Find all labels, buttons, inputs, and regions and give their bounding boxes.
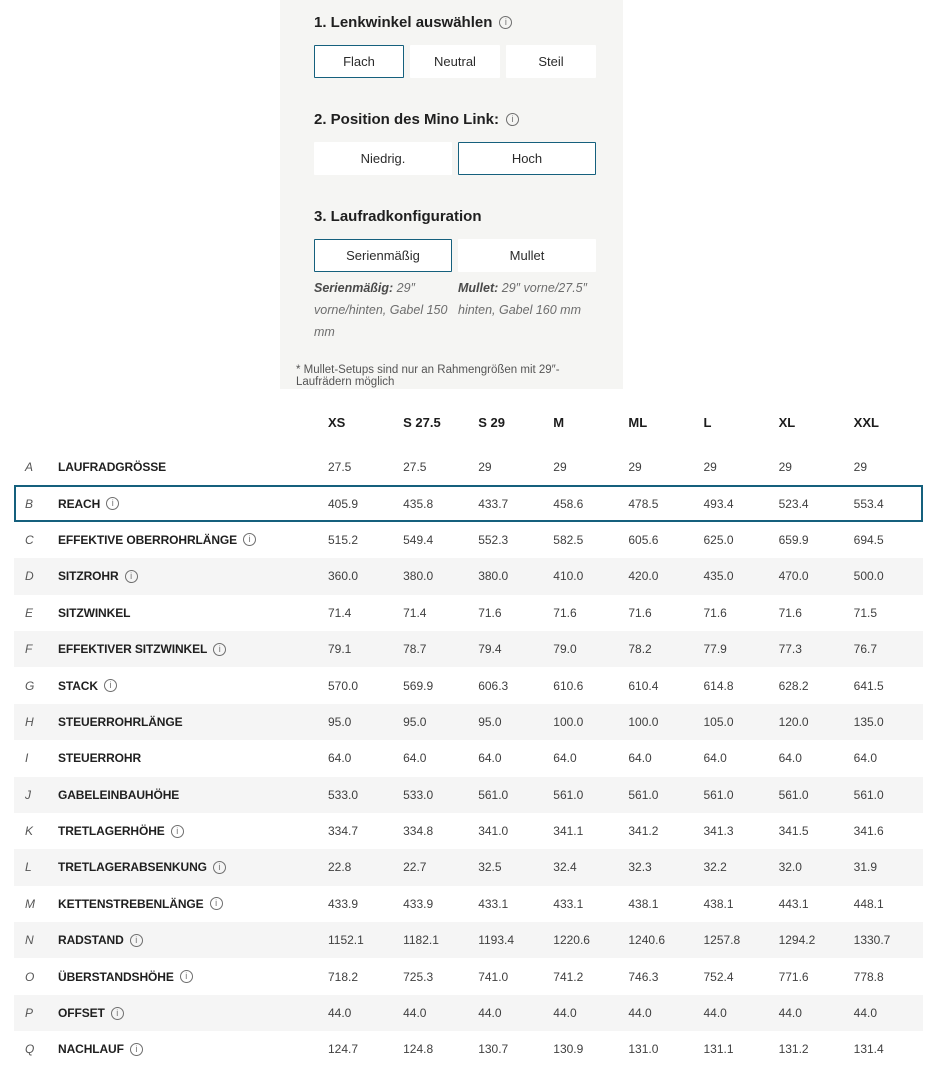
wheel-config-description xyxy=(458,278,596,344)
cell-value: 380.0 xyxy=(403,569,434,584)
cell-value: 341.1 xyxy=(553,824,584,839)
row-letter: P xyxy=(25,1006,34,1021)
cell-value: 533.0 xyxy=(328,787,359,802)
cell-value: 95.0 xyxy=(403,714,427,729)
cell-value: 77.3 xyxy=(778,642,802,657)
cell-value: 64.0 xyxy=(478,751,502,766)
cell-value: 64.0 xyxy=(328,751,352,766)
cell-value: 27.5 xyxy=(328,460,352,475)
cell-value: 32.3 xyxy=(628,860,652,875)
config-option-row xyxy=(314,142,596,175)
row-label-text: EFFEKTIVE OBERROHRLÄNGE xyxy=(58,532,238,547)
cell-value: 561.0 xyxy=(703,787,734,802)
cell-value: 552.3 xyxy=(478,532,509,547)
cell-value: 44.0 xyxy=(778,1006,802,1021)
column-header-ml: ML xyxy=(628,415,648,430)
cell-value: 71.6 xyxy=(703,605,727,620)
table-row-k[interactable] xyxy=(14,813,923,849)
row-letter: B xyxy=(25,496,34,511)
cell-value: 341.5 xyxy=(778,824,809,839)
cell-value: 64.0 xyxy=(403,751,427,766)
configurator-panel xyxy=(280,0,623,389)
info-icon[interactable]: i xyxy=(506,113,519,126)
cell-value: 78.2 xyxy=(628,642,652,657)
row-letter: F xyxy=(25,642,33,657)
cell-value: 433.7 xyxy=(478,496,509,511)
description-text: 29″ vorne/27.5″ hinten, Gabel 160 mm xyxy=(458,281,588,317)
cell-value: 76.7 xyxy=(853,642,878,657)
cell-value: 718.2 xyxy=(328,969,359,984)
row-label xyxy=(58,1042,322,1056)
row-label xyxy=(58,860,322,874)
cell-value: 131.4 xyxy=(853,1042,884,1057)
cell-value: 341.2 xyxy=(628,824,659,839)
option-button-steil[interactable]: Steil xyxy=(506,45,596,78)
cell-value: 433.1 xyxy=(553,896,584,911)
cell-value: 435.8 xyxy=(403,496,434,511)
table-row-f[interactable] xyxy=(14,631,923,667)
cell-value: 515.2 xyxy=(328,532,359,547)
option-button-flach[interactable]: Flach xyxy=(314,45,404,78)
info-icon[interactable]: i xyxy=(180,970,193,983)
cell-value: 22.7 xyxy=(403,860,427,875)
cell-value: 29 xyxy=(703,460,717,475)
cell-value: 334.8 xyxy=(403,824,434,839)
cell-value: 131.2 xyxy=(778,1042,809,1057)
configurator-sections xyxy=(314,14,596,344)
cell-value: 582.5 xyxy=(553,532,584,547)
cell-value: 752.4 xyxy=(703,969,734,984)
cell-value: 100.0 xyxy=(628,714,659,729)
row-letter: L xyxy=(25,860,32,875)
cell-value: 95.0 xyxy=(328,714,352,729)
cell-value: 1220.6 xyxy=(553,933,590,948)
cell-value: 659.9 xyxy=(778,532,809,547)
table-row-e[interactable] xyxy=(14,595,923,631)
table-row-h[interactable] xyxy=(14,704,923,740)
cell-value: 641.5 xyxy=(853,678,884,693)
cell-value: 561.0 xyxy=(628,787,659,802)
row-letter: N xyxy=(25,933,34,948)
table-row-j[interactable] xyxy=(14,777,923,813)
row-label xyxy=(58,970,322,984)
cell-value: 71.5 xyxy=(853,605,878,620)
row-label-text: STACK xyxy=(58,678,98,693)
info-icon[interactable]: i xyxy=(210,897,223,910)
row-label xyxy=(58,897,322,911)
cell-value: 435.0 xyxy=(703,569,734,584)
cell-value: 29 xyxy=(478,460,492,475)
cell-value: 614.8 xyxy=(703,678,734,693)
cell-value: 124.7 xyxy=(328,1042,359,1057)
cell-value: 44.0 xyxy=(328,1006,352,1021)
option-button-mullet[interactable]: Mullet xyxy=(458,239,596,272)
cell-value: 71.4 xyxy=(328,605,352,620)
table-row-l[interactable] xyxy=(14,849,923,885)
table-row-d[interactable] xyxy=(14,558,923,594)
cell-value: 131.1 xyxy=(703,1042,734,1057)
info-icon[interactable]: i xyxy=(111,1007,124,1020)
cell-value: 95.0 xyxy=(478,714,502,729)
config-section-heading-text: 3. Laufradkonfiguration xyxy=(314,208,482,225)
column-header-xs: XS xyxy=(328,415,346,430)
cell-value: 433.9 xyxy=(328,896,359,911)
cell-value: 130.7 xyxy=(478,1042,509,1057)
cell-value: 610.6 xyxy=(553,678,584,693)
cell-value: 478.5 xyxy=(628,496,659,511)
row-letter: J xyxy=(25,787,31,802)
cell-value: 561.0 xyxy=(553,787,584,802)
row-label-text: SITZWINKEL xyxy=(58,605,131,620)
cell-value: 31.9 xyxy=(853,860,878,875)
row-letter: Q xyxy=(25,1042,35,1057)
row-label xyxy=(58,788,322,802)
row-label-text: KETTENSTREBENLÄNGE xyxy=(58,896,204,911)
cell-value: 29 xyxy=(778,460,792,475)
cell-value: 500.0 xyxy=(853,569,884,584)
row-label xyxy=(58,715,322,729)
row-letter: O xyxy=(25,969,35,984)
cell-value: 493.4 xyxy=(703,496,734,511)
cell-value: 71.6 xyxy=(478,605,502,620)
mullet-footnote: * Mullet-Setups sind nur an Rahmengrößen mit 29″-Laufrädern möglich xyxy=(296,363,560,388)
cell-value: 561.0 xyxy=(478,787,509,802)
config-section-heading xyxy=(314,14,596,31)
cell-value: 438.1 xyxy=(628,896,659,911)
table-header-row xyxy=(14,405,923,449)
geometry-table xyxy=(14,405,923,1068)
info-icon[interactable]: i xyxy=(130,934,143,947)
cell-value: 71.6 xyxy=(628,605,652,620)
row-label xyxy=(58,1006,322,1020)
table-row-i[interactable] xyxy=(14,740,923,776)
cell-value: 553.4 xyxy=(853,496,884,511)
info-icon[interactable]: i xyxy=(125,570,138,583)
cell-value: 32.4 xyxy=(553,860,577,875)
row-letter: E xyxy=(25,605,34,620)
cell-value: 360.0 xyxy=(328,569,359,584)
row-label-text: NACHLAUF xyxy=(58,1042,124,1057)
cell-value: 628.2 xyxy=(778,678,809,693)
row-letter: A xyxy=(25,460,34,475)
row-label-text: STEUERROHRLÄNGE xyxy=(58,714,183,729)
cell-value: 44.0 xyxy=(853,1006,878,1021)
cell-value: 420.0 xyxy=(628,569,659,584)
row-label xyxy=(58,751,322,765)
cell-value: 341.3 xyxy=(703,824,734,839)
table-row-a[interactable] xyxy=(14,449,923,485)
column-header-m: M xyxy=(553,415,565,430)
cell-value: 1257.8 xyxy=(703,933,741,948)
option-button-hoch[interactable]: Hoch xyxy=(458,142,596,175)
cell-value: 71.6 xyxy=(553,605,577,620)
description-lead: Serienmäßig: xyxy=(314,281,394,295)
description-text: 29″ vorne/hinten, Gabel 150 mm xyxy=(314,281,448,339)
cell-value: 433.9 xyxy=(403,896,434,911)
column-header-xxl: XXL xyxy=(853,415,879,430)
config-section-heading xyxy=(314,208,596,225)
option-button-niedrig[interactable]: Niedrig. xyxy=(314,142,452,175)
row-label-text: TRETLAGERABSENKUNG xyxy=(58,860,207,875)
cell-value: 1240.6 xyxy=(628,933,666,948)
table-row-g[interactable] xyxy=(14,667,923,703)
config-option-row xyxy=(314,45,596,78)
row-label-text: EFFEKTIVER SITZWINKEL xyxy=(58,642,208,657)
info-icon[interactable]: i xyxy=(213,861,226,874)
row-label-text: OFFSET xyxy=(58,1006,105,1021)
row-label-text: STEUERROHR xyxy=(58,751,142,766)
row-label xyxy=(58,460,322,474)
row-label xyxy=(58,933,322,947)
row-label-text: REACH xyxy=(58,496,101,511)
cell-value: 778.8 xyxy=(853,969,884,984)
column-header-s-29: S 29 xyxy=(478,415,505,430)
row-label xyxy=(58,497,322,511)
cell-value: 79.4 xyxy=(478,642,502,657)
info-icon[interactable]: i xyxy=(213,643,226,656)
cell-value: 64.0 xyxy=(778,751,802,766)
cell-value: 71.6 xyxy=(778,605,802,620)
row-letter: D xyxy=(25,569,34,584)
cell-value: 100.0 xyxy=(553,714,584,729)
table-row-c[interactable] xyxy=(14,522,923,558)
cell-value: 64.0 xyxy=(703,751,727,766)
row-letter: C xyxy=(25,532,34,547)
cell-value: 334.7 xyxy=(328,824,359,839)
cell-value: 470.0 xyxy=(778,569,809,584)
cell-value: 405.9 xyxy=(328,496,359,511)
cell-value: 130.9 xyxy=(553,1042,584,1057)
cell-value: 44.0 xyxy=(478,1006,502,1021)
cell-value: 44.0 xyxy=(403,1006,427,1021)
cell-value: 605.6 xyxy=(628,532,659,547)
info-icon[interactable]: i xyxy=(106,497,119,510)
cell-value: 380.0 xyxy=(478,569,509,584)
cell-value: 64.0 xyxy=(853,751,878,766)
cell-value: 448.1 xyxy=(853,896,884,911)
cell-value: 561.0 xyxy=(853,787,884,802)
cell-value: 29 xyxy=(628,460,642,475)
table-row-p[interactable] xyxy=(14,995,923,1031)
row-label xyxy=(58,606,322,620)
cell-value: 438.1 xyxy=(703,896,734,911)
table-row-m[interactable] xyxy=(14,886,923,922)
cell-value: 135.0 xyxy=(853,714,884,729)
row-label-text: SITZROHR xyxy=(58,569,119,584)
cell-value: 1294.2 xyxy=(778,933,816,948)
table-row-q[interactable] xyxy=(14,1031,923,1067)
cell-value: 341.6 xyxy=(853,824,884,839)
cell-value: 694.5 xyxy=(853,532,884,547)
cell-value: 746.3 xyxy=(628,969,659,984)
row-letter: H xyxy=(25,714,34,729)
cell-value: 105.0 xyxy=(703,714,734,729)
cell-value: 458.6 xyxy=(553,496,584,511)
cell-value: 22.8 xyxy=(328,860,352,875)
cell-value: 549.4 xyxy=(403,532,434,547)
cell-value: 32.5 xyxy=(478,860,502,875)
cell-value: 32.2 xyxy=(703,860,727,875)
row-letter: G xyxy=(25,678,35,693)
cell-value: 570.0 xyxy=(328,678,359,693)
config-section-heading-text: 1. Lenkwinkel auswählen xyxy=(314,14,493,31)
column-header-xl: XL xyxy=(778,415,796,430)
cell-value: 741.2 xyxy=(553,969,584,984)
column-header-s-27-5: S 27.5 xyxy=(403,415,441,430)
cell-value: 1330.7 xyxy=(853,933,891,948)
row-label xyxy=(58,642,322,656)
cell-value: 569.9 xyxy=(403,678,434,693)
config-option-row xyxy=(314,239,596,272)
table-row-n[interactable] xyxy=(14,922,923,958)
info-icon[interactable]: i xyxy=(499,16,512,29)
cell-value: 433.1 xyxy=(478,896,509,911)
info-icon[interactable]: i xyxy=(130,1043,143,1056)
row-label-text: GABELEINBAUHÖHE xyxy=(58,787,180,802)
cell-value: 44.0 xyxy=(628,1006,652,1021)
cell-value: 64.0 xyxy=(628,751,652,766)
cell-value: 610.4 xyxy=(628,678,659,693)
cell-value: 64.0 xyxy=(553,751,577,766)
cell-value: 27.5 xyxy=(403,460,427,475)
cell-value: 29 xyxy=(853,460,868,475)
cell-value: 533.0 xyxy=(403,787,434,802)
cell-value: 443.1 xyxy=(778,896,809,911)
table-row-o[interactable] xyxy=(14,958,923,994)
cell-value: 561.0 xyxy=(778,787,809,802)
cell-value: 77.9 xyxy=(703,642,727,657)
config-section-heading-text: 2. Position des Mino Link: xyxy=(314,111,500,128)
cell-value: 410.0 xyxy=(553,569,584,584)
cell-value: 1182.1 xyxy=(403,933,439,948)
row-label xyxy=(58,569,322,583)
cell-value: 1152.1 xyxy=(328,933,364,948)
cell-value: 523.4 xyxy=(778,496,809,511)
cell-value: 625.0 xyxy=(703,532,734,547)
cell-value: 124.8 xyxy=(403,1042,434,1057)
row-label-text: RADSTAND xyxy=(58,933,124,948)
cell-value: 29 xyxy=(553,460,567,475)
description-lead: Mullet: xyxy=(458,281,499,295)
row-letter: I xyxy=(25,751,29,766)
cell-value: 78.7 xyxy=(403,642,427,657)
wheel-config-description xyxy=(314,278,452,344)
option-button-serienm-ig[interactable]: Serienmäßig xyxy=(314,239,452,272)
cell-value: 120.0 xyxy=(778,714,809,729)
cell-value: 79.1 xyxy=(328,642,352,657)
row-label-text: TRETLAGERHÖHE xyxy=(58,824,165,839)
cell-value: 741.0 xyxy=(478,969,509,984)
info-icon[interactable]: i xyxy=(171,825,184,838)
row-letter: K xyxy=(25,824,34,839)
cell-value: 79.0 xyxy=(553,642,577,657)
cell-value: 44.0 xyxy=(553,1006,577,1021)
cell-value: 1193.4 xyxy=(478,933,514,948)
row-label xyxy=(58,824,322,838)
cell-value: 131.0 xyxy=(628,1042,659,1057)
cell-value: 71.4 xyxy=(403,605,427,620)
cell-value: 606.3 xyxy=(478,678,509,693)
row-label-text: ÜBERSTANDSHÖHE xyxy=(58,969,174,984)
row-label xyxy=(58,533,322,547)
cell-value: 32.0 xyxy=(778,860,802,875)
row-letter: M xyxy=(25,896,35,911)
info-icon[interactable]: i xyxy=(104,679,117,692)
row-label-text: LAUFRADGRÖSSE xyxy=(58,460,167,475)
config-section-heading xyxy=(314,111,596,128)
option-button-neutral[interactable]: Neutral xyxy=(410,45,500,78)
cell-value: 341.0 xyxy=(478,824,509,839)
info-icon[interactable]: i xyxy=(243,533,256,546)
row-label xyxy=(58,679,322,693)
wheel-config-descriptions xyxy=(314,278,596,344)
cell-value: 771.6 xyxy=(778,969,809,984)
column-header-l: L xyxy=(703,415,712,430)
cell-value: 44.0 xyxy=(703,1006,727,1021)
cell-value: 725.3 xyxy=(403,969,434,984)
table-row-b[interactable] xyxy=(14,485,923,521)
